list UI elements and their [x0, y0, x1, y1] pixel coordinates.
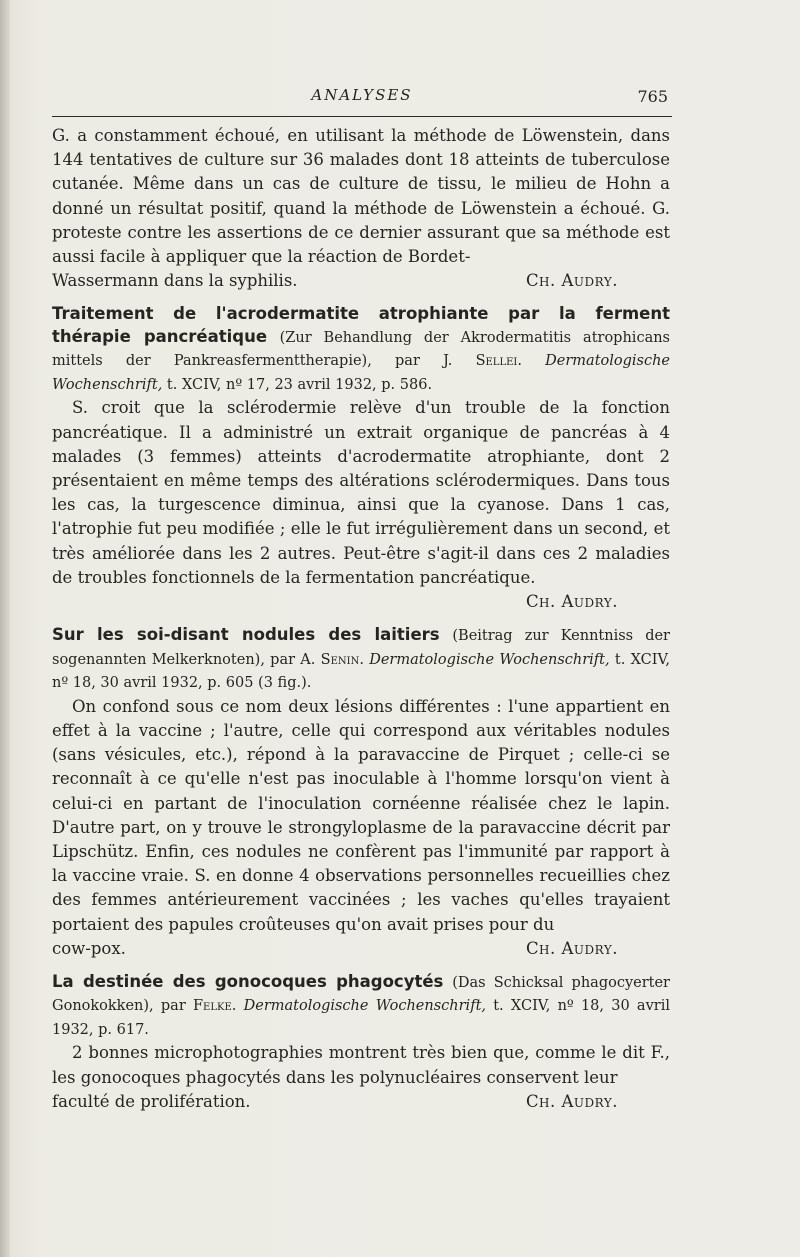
- article-ref-post: t. XCIV, nº 18, 30 avril 1932, p. 617.: [52, 998, 670, 1038]
- article-acrodermatite: [52, 303, 670, 614]
- article-journal: Dermatologische Wochenschrift,: [369, 651, 610, 668]
- page-body: [52, 124, 670, 1114]
- article-ref-pre: (Zur Behandlung der Akrodermatitis atrophicans mittels der Pankreasfermenttherapie), par J.: [52, 329, 670, 370]
- article-title: Sur les soi-disant nodules des laitiers: [52, 625, 440, 645]
- article-author: Sellei.: [475, 353, 522, 370]
- intro-signature: Ch. Audry.: [525, 271, 618, 291]
- article-nodules-laitiers: [52, 624, 670, 961]
- article-journal: Dermatologische Wochenschrift,: [243, 998, 486, 1015]
- running-header: [52, 86, 672, 114]
- article-author: Felke.: [192, 998, 237, 1015]
- article-body: 2 bonnes microphotographies montrent très bien que, comme le dit F., les gonocoques phagocytés dans les polynucléaires conservent leur: [52, 1043, 670, 1087]
- article-heading: [52, 971, 670, 1042]
- article-title: La destinée des gonocoques phagocytés: [52, 971, 444, 991]
- article-gonocoques: [52, 971, 670, 1114]
- page-number: 765: [637, 87, 668, 106]
- article-body: On confond sous ce nom deux lésions différentes : l'une appartient en effet à la vaccine ; l'autre, celle qui correspond aux véritables nodules (sans vésicules, etc.), répond à la paravaccine de Pirquet ; celle-ci se reconnaît à ce qu'elle n'est pas inoculable à l'homme lorsqu'on vient à celui-ci en partant de l'inoculation cornéenne réalisée chez le lapin. D'autre part, on y trouve le strongyloplasme de la paravaccine décrit par Lipschütz. Enfin, ces nodules ne confèrent pas l'immunité par rapport à la vaccine vraie. S. en donne 4 observations personnelles recueillies chez des femmes antérieurement vaccinées ; les vaches qu'elles trayaient portaient des papules croûteuses qu'on avait prises pour du: [52, 696, 670, 934]
- article-heading: [52, 303, 670, 396]
- article-last-line: [52, 937, 670, 961]
- article-last-line: [52, 1090, 670, 1114]
- article-journal: Dermatologische Wochenschrift,: [52, 353, 671, 393]
- article-last-line-text: cow-pox.: [52, 938, 126, 958]
- article-body: S. croit que la sclérodermie relève d'un trouble de la fonction pancréatique. Il a administré un extrait organique de pancréas à 4 malades (3 femmes) atteints d'acrodermatite atrophiante, dont 2 présentaient en même temps des altérations sclérodermiques. Dans tous les cas, la turgescence diminua, ainsi que la cyanose. Dans 1 cas, l'atrophie fut peu modifiée ; elle le fut irrégulièrement dans un second, et très améliorée dans les 2 autres. Peut-être s'agit-il dans ces 2 maladies de troubles fonctionnels de la fermentation pancréatique.: [52, 398, 670, 587]
- header-rule: [52, 116, 672, 117]
- article-last-line-text: faculté de prolifération.: [52, 1091, 251, 1111]
- article-title: Traitement de l'acrodermatite atrophiante par la ferment thérapie pancréatique: [52, 304, 670, 346]
- intro-last-line-text: Wassermann dans la syphilis.: [52, 271, 298, 291]
- intro-paragraph: [52, 124, 670, 293]
- article-ref-post: t. XCIV, nº 18, 30 avril 1932, p. 605 (3 fig.).: [52, 651, 671, 692]
- article-signature: Ch. Audry.: [525, 592, 618, 612]
- article-signature: Ch. Audry.: [525, 1091, 618, 1111]
- intro-last-line: [52, 269, 670, 293]
- article-ref-pre: (Das Schicksal phagocyerter Gonokokken), par: [52, 974, 670, 1015]
- intro-text: G. a constamment échoué, en utilisant la méthode de Löwenstein, dans 144 tentatives de culture sur 36 malades dont 18 atteints de tuberculose cutanée. Même dans un cas de culture de tissu, le milieu de Hohn a donné un résultat positif, quand la méthode de Löwenstein a échoué. G. proteste contre les assertions de ce dernier assurant que sa méthode est aussi facile à appliquer que la réaction de Bordet-: [52, 126, 670, 267]
- book-spine-shadow: [0, 0, 10, 1257]
- article-ref-pre: (Beitrag zur Kenntniss der sogenannten Melkerknoten), par A.: [52, 628, 670, 668]
- article-signature: Ch. Audry.: [525, 938, 618, 958]
- article-ref-post: t. XCIV, nº 17, 23 avril 1932, p. 586.: [166, 376, 433, 393]
- article-signature-line: [52, 590, 670, 614]
- article-heading: [52, 624, 670, 695]
- running-title: ANALYSES: [311, 86, 413, 104]
- article-author: Senin.: [320, 651, 364, 668]
